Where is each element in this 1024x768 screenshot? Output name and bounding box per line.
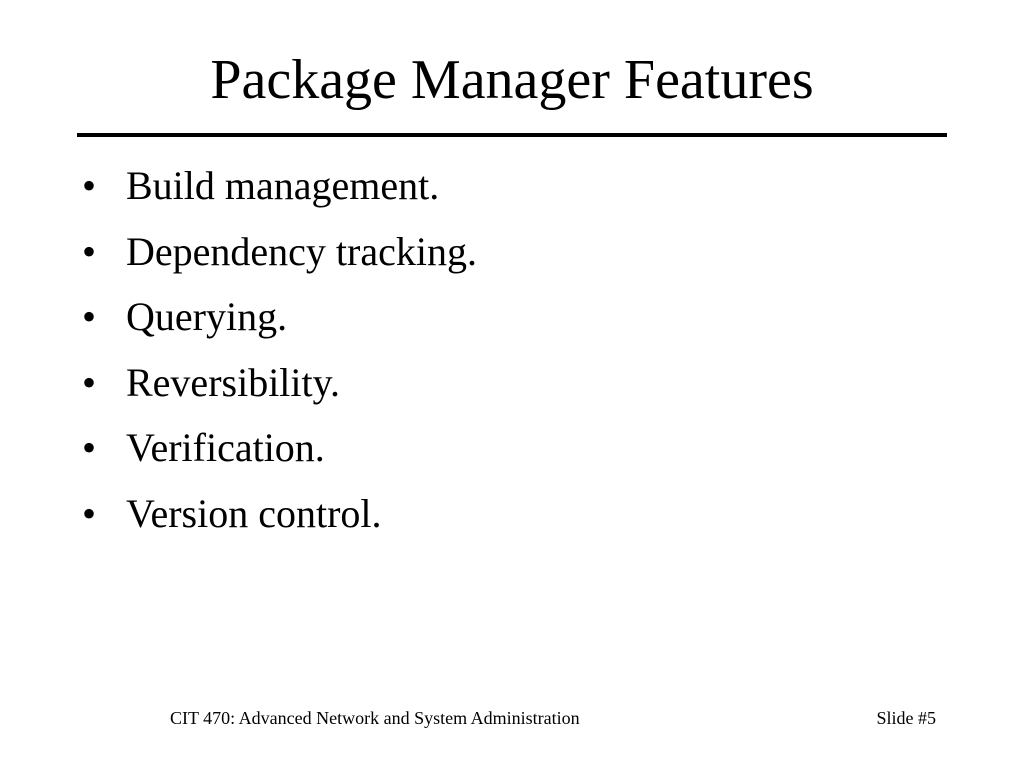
title-divider bbox=[77, 133, 947, 137]
bullet-item bbox=[82, 422, 477, 474]
bullet-text: Dependency tracking. bbox=[126, 228, 477, 274]
bullet-icon: • bbox=[82, 228, 97, 274]
bullet-icon: • bbox=[82, 425, 97, 470]
footer-course: CIT 470: Advanced Network and System Administration bbox=[170, 708, 580, 728]
bullet-item bbox=[82, 226, 477, 278]
bullet-icon: • bbox=[82, 490, 97, 536]
bullet-text: Build management. bbox=[126, 163, 440, 208]
bullet-item bbox=[82, 291, 477, 343]
bullet-item bbox=[82, 160, 477, 212]
bullet-item bbox=[82, 488, 477, 540]
bullet-text: Verification. bbox=[126, 425, 325, 470]
bullet-icon: • bbox=[82, 163, 97, 208]
bullet-icon: • bbox=[82, 294, 97, 339]
slide-title: Package Manager Features bbox=[210, 49, 814, 111]
bullet-text: Version control. bbox=[126, 490, 382, 536]
bullet-text: Reversibility. bbox=[126, 359, 341, 405]
bullet-icon: • bbox=[82, 359, 97, 405]
footer-slide-number: Slide #5 bbox=[876, 708, 936, 728]
bullet-item bbox=[82, 357, 477, 409]
bullet-text: Querying. bbox=[126, 294, 288, 339]
bullet-list bbox=[82, 160, 477, 553]
